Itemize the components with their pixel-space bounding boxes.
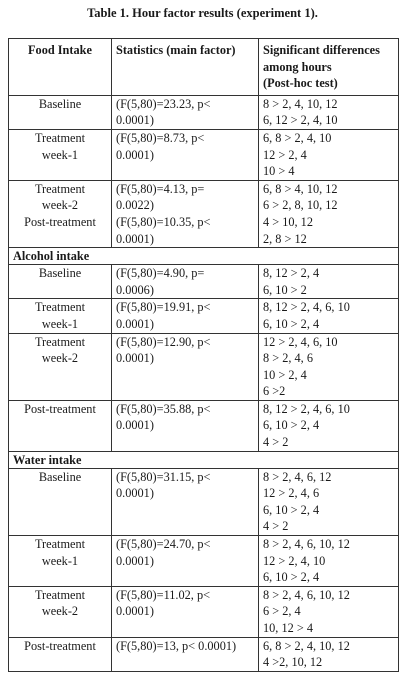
differences-line: 4 > 2 (263, 519, 289, 534)
section-title: Water intake (9, 451, 399, 468)
differences-line: 6, 8 > 2, 4, 10, 12 (263, 638, 350, 653)
statistics-cell (112, 637, 259, 671)
statistics-line: 0.0022) (116, 198, 154, 213)
differences-line: 8, 12 > 2, 4 (263, 266, 320, 281)
differences-line: 8 > 2, 4, 6, 12 (263, 469, 332, 484)
statistics-cell (112, 180, 259, 247)
differences-line: 6, 10 > 2, 4 (263, 418, 320, 433)
statistics-cell (112, 536, 259, 587)
differences-cell (259, 180, 399, 247)
condition-cell (9, 333, 112, 400)
statistics-line: (F(5,80)=31.15, p< (116, 469, 211, 484)
condition-line: Treatment (34, 181, 86, 196)
differences-line: 6 > 2, 8, 10, 12 (263, 198, 338, 213)
statistics-line: (F(5,80)=24.70, p< (116, 537, 211, 552)
differences-line: 4 >2, 10, 12 (263, 655, 323, 670)
condition-line: week-2 (41, 198, 79, 213)
statistics-line: 0.0001) (116, 553, 154, 568)
statistics-line: (F(5,80)=10.35, p< (116, 214, 211, 229)
statistics-line: 0.0001) (116, 418, 154, 433)
condition-line: Post-treatment (24, 401, 96, 416)
statistics-line: 0.0001) (116, 231, 154, 246)
differences-line: 6, 12 > 2, 4, 10 (263, 113, 338, 128)
statistics-cell (112, 586, 259, 637)
table-row (9, 299, 399, 333)
statistics-cell (112, 299, 259, 333)
statistics-cell (112, 265, 259, 299)
statistics-cell (112, 400, 259, 451)
differences-cell (259, 586, 399, 637)
statistics-line: 0.0001) (116, 604, 154, 619)
header-row (9, 39, 399, 96)
differences-line: 8 > 2, 4, 6, 10, 12 (263, 587, 350, 602)
differences-line: 10, 12 > 4 (263, 621, 313, 635)
condition-cell (9, 180, 112, 247)
differences-line: 12 > 2, 4, 10 (263, 553, 326, 568)
results-table (8, 38, 399, 672)
header-food-intake: Food Intake (9, 39, 112, 96)
table-row (9, 536, 399, 587)
differences-line: 8 > 2, 4, 6 (263, 351, 313, 366)
condition-cell (9, 637, 112, 671)
condition-cell (9, 265, 112, 299)
statistics-line: (F(5,80)=35.88, p< (116, 401, 211, 416)
condition-line: Baseline (38, 96, 82, 111)
differences-line: 12 > 2, 4, 6 (263, 486, 320, 501)
differences-cell (259, 637, 399, 671)
section-row (9, 451, 399, 468)
statistics-cell (112, 129, 259, 180)
table-row (9, 180, 399, 247)
differences-line: 4 > 2 (263, 435, 289, 450)
differences-line: 4 > 10, 12 (263, 214, 313, 229)
differences-line: 6 >2 (263, 384, 286, 399)
differences-line: 6, 8 > 4, 10, 12 (263, 181, 338, 196)
condition-cell (9, 586, 112, 637)
statistics-line: (F(5,80)=12.90, p< (116, 334, 211, 349)
statistics-line: 0.0001) (116, 486, 154, 501)
differences-cell (259, 333, 399, 400)
statistics-line: (F(5,80)=19.91, p< (116, 300, 211, 315)
statistics-line: (F(5,80)=23.23, p< (116, 96, 211, 111)
differences-line: 2, 8 > 12 (263, 231, 307, 246)
table-row (9, 333, 399, 400)
statistics-line: 0.0001) (116, 351, 154, 366)
statistics-line: 0.0001) (116, 113, 154, 128)
condition-cell (9, 468, 112, 535)
statistics-cell (112, 333, 259, 400)
header-line: among hours (263, 59, 332, 74)
condition-line: week-2 (41, 604, 79, 619)
differences-line: 8 > 2, 4, 10, 12 (263, 96, 338, 111)
differences-cell (259, 299, 399, 333)
condition-line: Treatment (34, 130, 86, 145)
statistics-line: (F(5,80)=13, p< 0.0001) (116, 638, 237, 653)
header-line: (Post-hoc test) (263, 76, 338, 91)
condition-line: Treatment (34, 537, 86, 552)
statistics-cell (112, 468, 259, 535)
differences-line: 6 > 2, 4 (263, 604, 301, 619)
differences-line: 6, 10 > 2, 4 (263, 316, 320, 331)
table-row (9, 400, 399, 451)
condition-line: Baseline (38, 266, 82, 281)
differences-cell (259, 129, 399, 180)
differences-line: 8 > 2, 4, 6, 10, 12 (263, 537, 350, 552)
statistics-line: (F(5,80)=4.13, p= (116, 181, 205, 196)
differences-line: 8, 12 > 2, 4, 6, 10 (263, 300, 350, 315)
section-row (9, 248, 399, 265)
condition-line: Post-treatment (24, 214, 96, 229)
condition-line: Treatment (34, 334, 86, 349)
condition-line: week-1 (41, 147, 79, 162)
condition-cell (9, 536, 112, 587)
condition-line: week-2 (41, 351, 79, 366)
differences-line: 6, 10 > 2 (263, 282, 307, 297)
header-line: Significant differences (263, 43, 380, 57)
table-body (9, 95, 399, 671)
condition-line: Baseline (38, 469, 82, 484)
differences-line: 6, 10 > 2, 4 (263, 570, 320, 585)
condition-line: week-1 (41, 316, 79, 331)
differences-line: 8, 12 > 2, 4, 6, 10 (263, 401, 350, 416)
condition-line: Post-treatment (24, 638, 96, 653)
table-row (9, 95, 399, 129)
table-row (9, 586, 399, 637)
differences-line: 10 > 2, 4 (263, 367, 307, 382)
condition-cell (9, 299, 112, 333)
differences-line: 6, 10 > 2, 4 (263, 502, 320, 517)
differences-line: 12 > 2, 4 (263, 147, 307, 162)
table-caption: Table 1. Hour factor results (experiment 1). (87, 6, 318, 20)
header-statistics: Statistics (main factor) (112, 39, 259, 96)
condition-cell (9, 400, 112, 451)
table-row (9, 468, 399, 535)
condition-line: Treatment (34, 300, 86, 315)
statistics-line: (F(5,80)=8.73, p< (116, 130, 205, 145)
differences-cell (259, 468, 399, 535)
section-title: Alcohol intake (9, 248, 399, 265)
header-significant-differences (259, 39, 399, 96)
differences-cell (259, 265, 399, 299)
statistics-line: 0.0001) (116, 316, 154, 331)
statistics-line: 0.0001) (116, 147, 154, 162)
statistics-line: (F(5,80)=4.90, p= (116, 266, 205, 281)
differences-line: 12 > 2, 4, 6, 10 (263, 334, 338, 349)
differences-line: 10 > 4 (263, 164, 295, 179)
statistics-line: 0.0006) (116, 282, 154, 297)
differences-cell (259, 95, 399, 129)
table-row (9, 637, 399, 671)
table-row (9, 129, 399, 180)
condition-cell (9, 129, 112, 180)
condition-line: week-1 (41, 553, 79, 568)
statistics-cell (112, 95, 259, 129)
condition-line: Treatment (34, 587, 86, 602)
condition-cell (9, 95, 112, 129)
differences-line: 6, 8 > 2, 4, 10 (263, 130, 332, 145)
table-row (9, 265, 399, 299)
differences-cell (259, 536, 399, 587)
differences-cell (259, 400, 399, 451)
statistics-line: (F(5,80)=11.02, p< (116, 587, 211, 602)
